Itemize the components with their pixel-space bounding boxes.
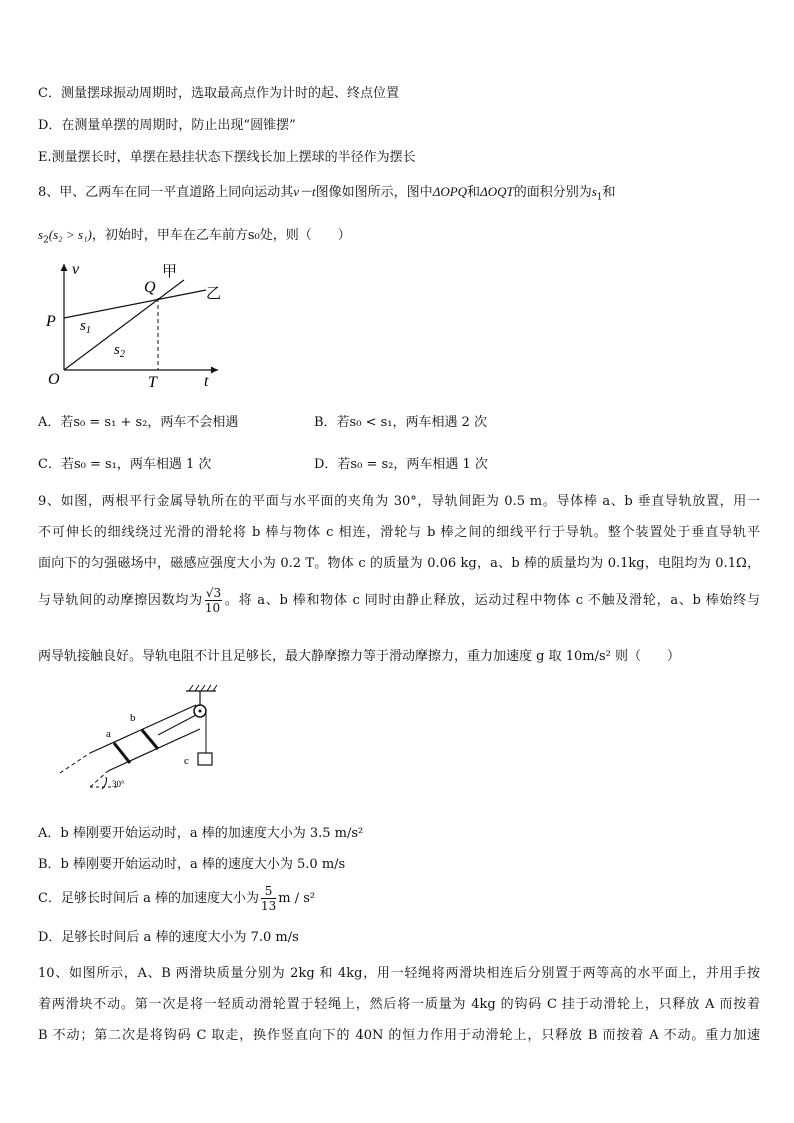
label-a: a (106, 728, 111, 740)
q9-stem-line1: 9、如图，两根平行金属导轨所在的平面与水平面的夹角为 30°，导轨间距为 0.5 m。导体棒 a、b 垂直导轨放置，用一 (38, 494, 760, 509)
q8-option-a: A．若s₀ = s₁ + s₂，两车不会相遇 (38, 415, 239, 430)
label-angle: 30° (112, 779, 125, 789)
label-jia: 甲 (162, 262, 178, 280)
q8-option-b: B．若s₀ < s₁，两车相遇 2 次 (314, 415, 488, 430)
q9-option-d: D．足够长时间后 a 棒的速度大小为 7.0 m/s (38, 930, 299, 945)
line-yi (64, 290, 206, 318)
option-c-pendulum: C．测量摆球振动周期时，选取最高点作为计时的起、终点位置 (38, 86, 399, 101)
rod-b (142, 730, 158, 749)
label-O: O (48, 371, 60, 388)
friction-fraction: $\frac{√3}{10}$ (204, 586, 222, 615)
label-Q: Q (144, 279, 156, 296)
label-c: c (184, 755, 189, 767)
rod-a (114, 743, 130, 763)
label-b: b (130, 712, 136, 724)
q10-stem-line1: 10、如图所示，A、B 两滑块质量分别为 2kg 和 4kg，用一轻绳将两滑块相连后分别置于两等高的水平面上，并用手按 (38, 966, 760, 981)
label-P: P (46, 313, 56, 330)
label-T: T (148, 374, 157, 391)
q9-stem-line4: 与导轨间的动摩擦因数均为 $\frac{√3}{10}$ 。将 a、b 棒和物体 c 同时由静止释放，运动过程中物体 c 不触及滑轮，a、b 棒始终与 (38, 586, 760, 615)
q9-option-b: B．b 棒刚要开始运动时，a 棒的速度大小为 5.0 m/s (38, 857, 346, 872)
q10-stem-line2: 着两滑块不动。第一次是将一轻质动滑轮置于轻绳上，然后将一质量为 4kg 的钩码 C 挂于动滑轮上，只释放 A 而按着 (38, 997, 760, 1012)
q8-option-d: D．若s₀ = s₂，两车相遇 1 次 (314, 457, 488, 472)
q8-option-c: C．若s₀ = s₁，两车相遇 1 次 (38, 457, 212, 472)
block-c (198, 753, 212, 765)
option-d-pendulum: D．在测量单摆的周期时，防止出现“圆锥摆” (38, 118, 296, 133)
q9-stem-line5: 两导轨接触良好。导轨电阻不计且足够长，最大静摩擦力等于滑动摩擦力，重力加速度 g 取 10m/s² 则（ ） (38, 649, 680, 664)
label-s1: $s_1$ (80, 318, 91, 336)
q10-stem-line3: B 不动；第二次是将钩码 C 取走，换作竖直向下的 40N 的恒力作用于动滑轮上，只释放 B 而按着 A 不动。重力加速 (38, 1028, 760, 1043)
rail-pulley-figure (50, 683, 230, 798)
q8-stem-line2: $s_2(s_2 > s_1)$，初始时，甲车在乙车前方s₀处，则（ ） (38, 227, 351, 246)
q8-stem-line1: 8、甲、乙两车在同一平直道路上同向运动其v－t图像如图所示，图中ΔOPQ和ΔOQT的面积分别为$s_1$和 (38, 184, 616, 203)
label-v: v (72, 261, 80, 278)
label-s2: $s_2$ (114, 342, 125, 360)
option-e-pendulum: E.测量摆长时，单摆在悬挂状态下摆线长加上摆球的半径作为摆长 (38, 150, 416, 165)
q9-option-c: C．足够长时间后 a 棒的加速度大小为 $\frac{5}{13}$ m / s² (38, 884, 316, 913)
vt-graph (38, 256, 238, 391)
label-yi: 乙 (206, 284, 222, 302)
q9-stem-line2: 不可伸长的细线绕过光滑的滑轮将 b 棒与物体 c 相连，滑轮与 b 棒之间的细线平行于导轨。整个装置处于垂直导轨平 (38, 525, 760, 540)
label-t: t (204, 373, 209, 390)
accel-fraction: $\frac{5}{13}$ (260, 884, 277, 913)
q9-option-a: A．b 棒刚要开始运动时，a 棒的加速度大小为 3.5 m/s² (38, 826, 364, 841)
q9-stem-line3: 面向下的匀强磁场中，磁感应强度大小为 0.2 T。物体 c 的质量为 0.06 kg，a、b 棒的质量均为 0.1kg，电阻均为 0.1Ω， (38, 556, 760, 571)
